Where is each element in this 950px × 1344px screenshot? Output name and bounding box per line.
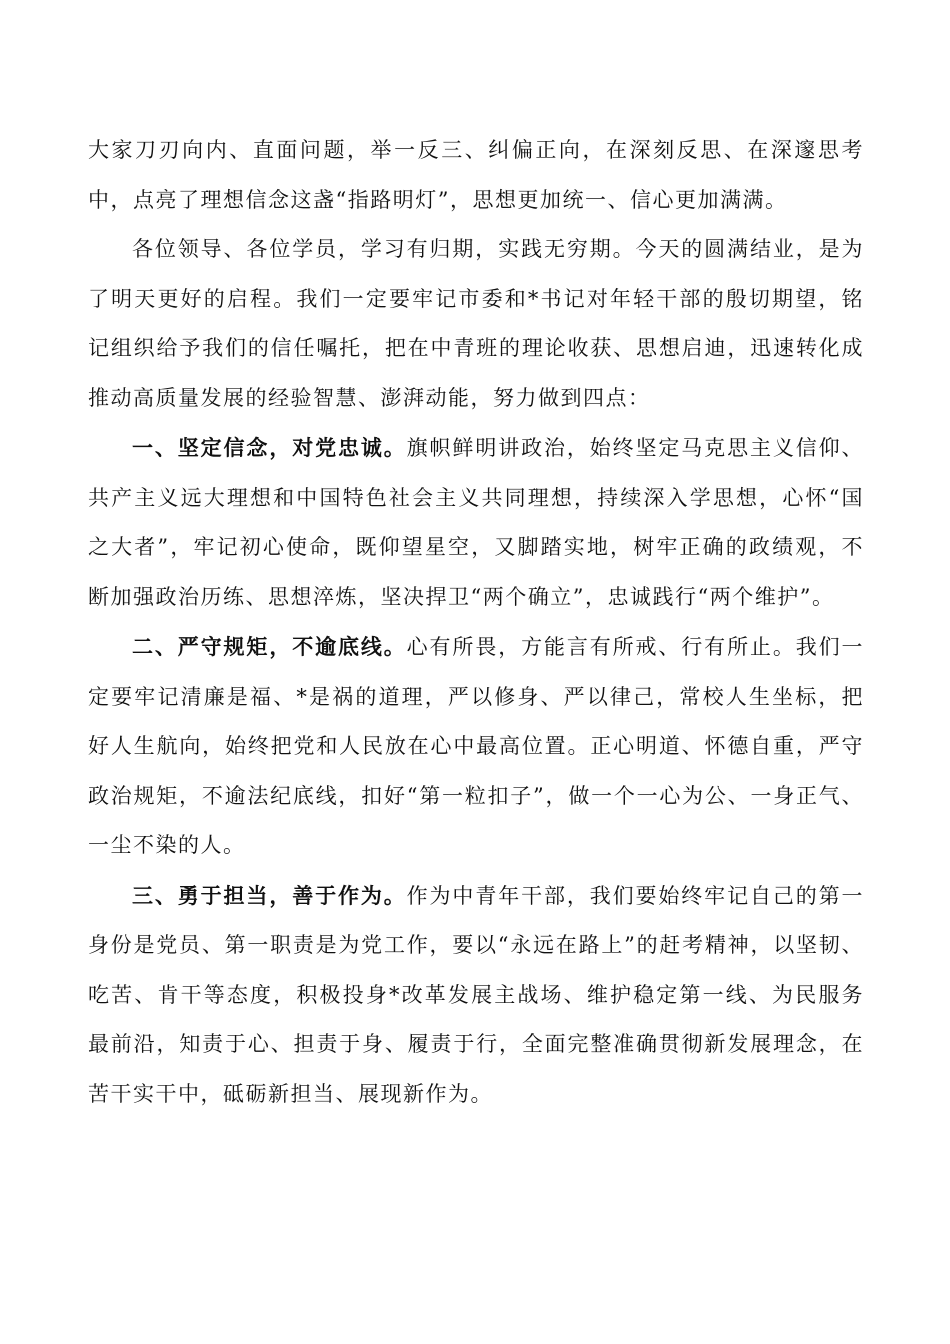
paragraph-text: 各位领导、各位学员，学习有归期，实践无穷期。今天的圆满结业，是为了明天更好的启程。我们一定要牢记市委和*书记对年轻干部的殷切期望，铭记组织给予我们的信任嘱托，把在中青班的理论收获、思想启迪，迅速转化成推动高质量发展的经验智慧、澎湃动能，努力做到四点：	[88, 237, 864, 410]
paragraph-text: 大家刀刃向内、直面问题，举一反三、纠偏正向，在深刻反思、在深邃思考中，点亮了理想信念这盏“指路明灯”，思想更加统一、信心更加满满。	[88, 138, 864, 212]
paragraph-heading: 三、勇于担当，善于作为。	[132, 882, 407, 908]
paragraph-text: 旗帜鲜明讲政治，始终坚定马克思主义信仰、共产主义远大理想和中国特色社会主义共同理想，持续深入学思想，心怀“国之大者”，牢记初心使命，既仰望星空，又脚踏实地，树牢正确的政绩观，不断加强政治历练、思想淬炼，坚决捍卫“两个确立”，忠诚践行“两个维护”。	[88, 436, 865, 609]
paragraph-point-one	[88, 423, 864, 622]
paragraph-heading: 一、坚定信念，对党忠诚。	[132, 435, 407, 460]
paragraph-continuation	[88, 126, 864, 225]
paragraph-text: 作为中青年干部，我们要始终牢记自己的第一身份是党员、第一职责是为党工作，要以“永远在路上”的赶考精神，以坚韧、吃苦、肯干等态度，积极投身*改革发展主战场、维护稳定第一线、为民服务最前沿，知责于心、担责于身、履责于行，全面完整准确贯彻新发展理念，在苦干实干中，砥砺新担当、展现新作为。	[88, 883, 865, 1106]
paragraph-text: 心有所畏，方能言有所戒、行有所止。我们一定要牢记清廉是福、*是祸的道理，严以修身、严以律己，常校人生坐标，把好人生航向，始终把党和人民放在心中最高位置。正心明道、怀德自重，严守政治规矩，不逾法纪底线，扣好“第一粒扣子”，做一个一心为公、一身正气、一尘不染的人。	[88, 635, 865, 857]
paragraph-intro	[88, 225, 864, 423]
paragraph-point-two	[88, 622, 864, 871]
paragraph-heading: 二、严守规矩，不逾底线。	[132, 634, 407, 659]
document-body	[88, 126, 864, 1119]
paragraph-point-three	[88, 871, 864, 1120]
